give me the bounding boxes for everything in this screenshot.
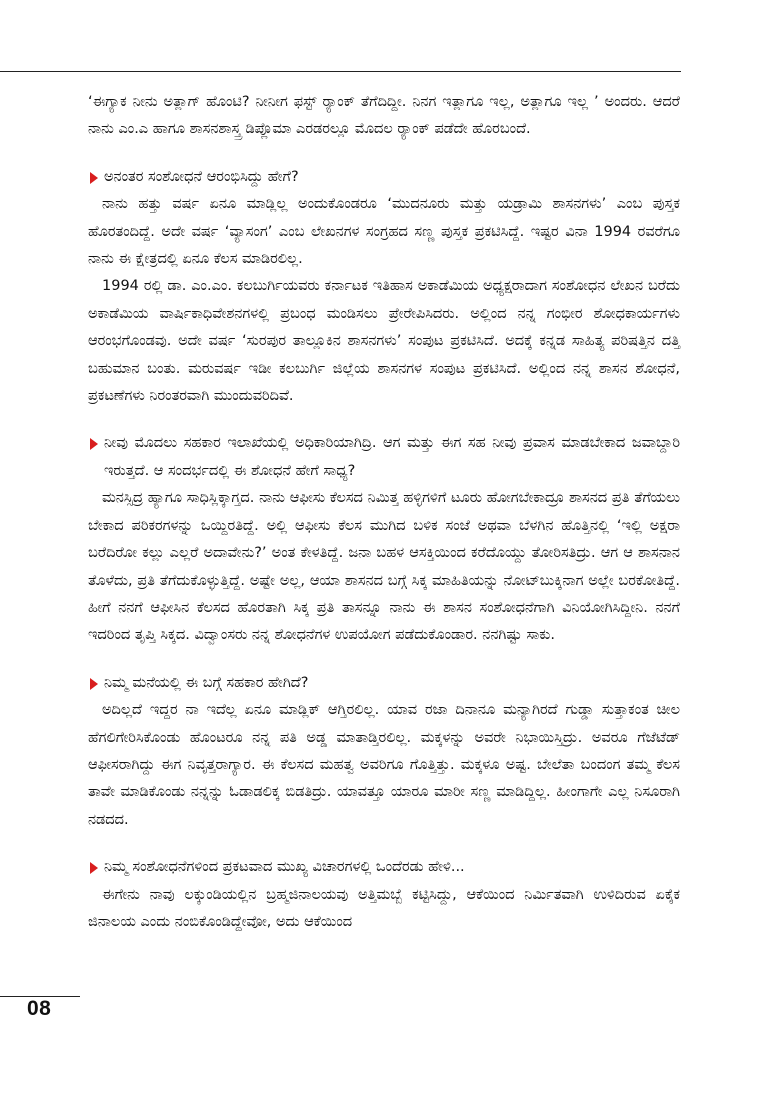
paragraph-3: 1994 ರಲ್ಲಿ ಡಾ. ಎಂ.ಎಂ. ಕಲಬುರ್ಗಿಯವರು ಕರ್ನಾಟಕ ಇತಿಹಾಸ ಅಕಾಡೆಮಿಯ ಅಧ್ಯಕ್ಷರಾದಾಗ ಸಂಶೋಧನ ಲೇಖನ ಬರೆದು ಅಕಾಡೆಮಿಯ ವಾರ್ಷಿಕಾಧಿವೇಶನಗಳಲ್ಲಿ ಪ್ರಬಂಧ ಮಂಡಿಸಲು ಪ್ರೇರೇಪಿಸಿದರು. ಅಲ್ಲಿಂದ ನನ್ನ ಗಂಭೀರ ಶೋಧಕಾರ್ಯಗಳು ಆರಂಭಗೊಂಡವು. ಅದೇ ವರ್ಷ ‘ಸುರಪುರ ತಾಲ್ಲೂಕಿನ ಶಾಸನಗಳು’ ಸಂಪುಟ ಪ್ರಕಟಿಸಿದೆ. ಅದಕ್ಕೆ ಕನ್ನಡ ಸಾಹಿತ್ಯ ಪರಿಷತ್ತಿನ ದತ್ತಿ ಬಹುಮಾನ ಬಂತು. ಮರುವರ್ಷ ಇಡೀ ಕಲಬುರ್ಗಿ ಜಿಲ್ಲೆಯ ಶಾಸನಗಳ ಸಂಪುಟ ಪ್ರಕಟಿಸಿದೆ. ಅಲ್ಲಿಂದ ನನ್ನ ಶಾಸನ ಶೋಧನೆ, ಪ್ರಕಟಣೆಗಳು ನಿರಂತರವಾಗಿ ಮುಂದುವರಿದಿವೆ. bbox=[88, 278, 680, 405]
question-3 bbox=[88, 670, 680, 697]
paragraph-5: ಅದಿಲ್ಲದೆ ಇದ್ದರ ನಾ ಇದೆಲ್ಲ ಏನೂ ಮಾಡ್ಲಿಕ್ ಆಗ್ತಿರಲಿಲ್ಲ. ಯಾವ ರಜಾ ದಿನಾನೂ ಮನ್ಯಾಗಿರದೆ ಗುಡ್ಡಾ ಸುತ್ತಾಕಂತ ಚೀಲ ಹೆಗಲಿಗೇರಿಸಿಕೊಂಡು ಹೊಂಟರೂ ನನ್ನ ಪತಿ ಅಡ್ಡ ಮಾತಾಡ್ತಿರಲಿಲ್ಲ. ಮಕ್ಕಳನ್ನು ಅವರೇ ನಿಭಾಯಿಸ್ತಿದ್ರು. ಅವರೂ ಗೆಜೆಟೆಡ್ ಆಫೀಸರಾಗಿದ್ದು ಈಗ ನಿವೃತ್ತರಾಗ್ಯಾರ. ಈ ಕೆಲಸದ ಮಹತ್ವ ಅವರಿಗೂ ಗೊತ್ತಿತ್ತು. ಮಕ್ಕಳೂ ಅಷ್ಟ. ಬೇಲೆತಾ ಬಂದಂಗ ತಮ್ಮ ಕೆಲಸ ತಾವೇ ಮಾಡಿಕೊಂಡು ನನ್ನನ್ನು ಓಡಾಡಲಿಕ್ಕ ಬಿಡತಿದ್ರು. ಯಾವತ್ತೂ ಯಾರೂ ಮಾರೀ ಸಣ್ಣ ಮಾಡಿದ್ದಿಲ್ಲ. ಹೀಂಗಾಗೇ ಎಲ್ಲ ನಿಸೂರಾಗಿ ನಡದದ. bbox=[88, 702, 680, 828]
question-4 bbox=[88, 854, 680, 881]
paragraph-1: ‘ಈಗ್ಯಾಕ ನೀನು ಅತ್ಲಾಗ್ ಹೊಂಟಿ? ನೀನೀಗ ಫಸ್ಟ್ ರ‍್ಯಾಂಕ್ ತೆಗೆದಿದ್ದೀ. ನಿನಗ ಇತ್ಲಾಗೂ ಇಲ್ಲ, ಅತ್ಲಾಗೂ ಇಲ್ಲ ’ ಅಂದರು. ಆದರೆ ನಾನು ಎಂ.ಎ ಹಾಗೂ ಶಾಸನಶಾಸ್ತ್ರ ಡಿಪ್ಲೊಮಾ ಎರಡರಲ್ಲೂ ಮೊದಲ ರ‍್ಯಾಂಕ್ ಪಡೆದೇ ಹೊರಬಂದೆ. bbox=[88, 94, 680, 138]
question-text: ಅನಂತರ ಸಂಶೋಧನೆ ಆರಂಭಿಸಿದ್ದು ಹೇಗೆ? bbox=[104, 168, 299, 185]
question-text: ನಿಮ್ಮ ಸಂಶೋಧನೆಗಳಿಂದ ಪ್ರಕಟವಾದ ಮುಖ್ಯ ವಿಚಾರಗಳಲ್ಲಿ ಒಂದೆರಡು ಹೇಳಿ... bbox=[104, 859, 465, 876]
red-arrow-icon bbox=[90, 678, 98, 690]
paragraph-4: ಮನಸ್ಸಿದ್ರ ಹ್ಯಾಗೂ ಸಾಧಿಸ್ಲಿಕ್ಕಾಗ್ತದ. ನಾನು ಆಫೀಸು ಕೆಲಸದ ನಿಮಿತ್ತ ಹಳ್ಳಿಗಳಿಗೆ ಟೂರು ಹೋಗಬೇಕಾದ್ರೂ ಶಾಸನದ ಪ್ರತಿ ತೆಗೆಯಲು ಬೇಕಾದ ಪರಿಕರಗಳನ್ನು ಒಯ್ದಿರತಿದ್ದೆ. ಅಲ್ಲಿ ಆಫೀಸು ಕೆಲಸ ಮುಗಿದ ಬಳಿಕ ಸಂಜೆ ಅಥವಾ ಬೆಳಗಿನ ಹೊತ್ತಿನಲ್ಲಿ ‘ಇಲ್ಲಿ ಅಕ್ಷರಾ ಬರೆದಿರೋ ಕಲ್ಲು ಎಲ್ಲರೆ ಅದಾವೇನು?’ ಅಂತ ಕೇಳತಿದ್ದೆ. ಜನಾ ಬಹಳ ಆಸಕ್ತಿಯಿಂದ ಕರೆದೊಯ್ದು ತೋರಿಸತಿದ್ರು. ಆಗ ಆ ಶಾಸನಾನ ತೊಳೆದು, ಪ್ರತಿ ತೆಗೆದುಕೊಳ್ಳುತ್ತಿದ್ದೆ. ಅಷ್ಟೇ ಅಲ್ಲ, ಆಯಾ ಶಾಸನದ ಬಗ್ಗೆ ಸಿಕ್ಕ ಮಾಹಿತಿಯನ್ನು ನೋಟ್‌ಬುಕ್ಕಿನಾಗ ಅಲ್ಲೇ ಬರಕೋತಿದ್ದೆ. ಹೀಗೆ ನನಗೆ ಆಫೀಸಿನ ಕೆಲಸದ ಹೊರತಾಗಿ ಸಿಕ್ಕ ಪ್ರತಿ ತಾಸನ್ನೂ ನಾನು ಈ ಶಾಸನ ಸಂಶೋಧನೆಗಾಗಿ ವಿನಿಯೋಗಿಸಿದ್ದೀನಿ. ನನಗೆ ಇದರಿಂದ ತೃಪ್ತಿ ಸಿಕ್ಕದ. ವಿದ್ವಾಂಸರು ನನ್ನ ಶೋಧನೆಗಳ ಉಪಯೋಗ ಪಡೆದುಕೊಂಡಾರ. ನನಗಿಷ್ಟು ಸಾಕು. bbox=[88, 490, 680, 644]
question-text: ನೀವು ಮೊದಲು ಸಹಕಾರ ಇಲಾಖೆಯಲ್ಲಿ ಅಧಿಕಾರಿಯಾಗಿದ್ರಿ. ಆಗ ಮತ್ತು ಈಗ ಸಹ ನೀವು ಪ್ರವಾಸ ಮಾಡಬೇಕಾದ ಜವಾಬ್ದಾರಿ ಇರುತ್ತದೆ. ಆ ಸಂದರ್ಭದಲ್ಲಿ ಈ ಶೋಧನೆ ಹೇಗೆ ಸಾಧ್ಯ? bbox=[104, 435, 680, 479]
paragraph-6: ಈಗೇನು ನಾವು ಲಕ್ಕುಂಡಿಯಲ್ಲಿನ ಬ್ರಹ್ಮಜಿನಾಲಯವು ಅತ್ತಿಮಬ್ಬೆ ಕಟ್ಟಿಸಿದ್ದು, ಆಕೆಯಿಂದ ನಿರ್ಮಿತವಾಗಿ ಉಳಿದಿರುವ ಏಕೈಕ ಜಿನಾಲಯ ಎಂದು ನಂಬಿಕೊಂಡಿದ್ದೇವೋ, ಅದು ಆಕೆಯಿಂದ bbox=[88, 886, 680, 930]
question-2 bbox=[88, 430, 680, 485]
article-body bbox=[88, 89, 680, 936]
red-arrow-icon bbox=[90, 438, 98, 450]
question-text: ನಿಮ್ಮ ಮನೆಯಲ್ಲಿ ಈ ಬಗ್ಗೆ ಸಹಕಾರ ಹೇಗಿದೆ? bbox=[104, 674, 309, 691]
page-number: 08 bbox=[27, 997, 52, 1020]
red-arrow-icon bbox=[90, 172, 98, 184]
red-arrow-icon bbox=[90, 862, 98, 874]
paragraph-2: ನಾನು ಹತ್ತು ವರ್ಷ ಏನೂ ಮಾಡ್ಲಿಲ್ಲ ಅಂದುಕೊಂಡರೂ ‘ಮುದನೂರು ಮತ್ತು ಯಡ್ರಾಮಿ ಶಾಸನಗಳು’ ಎಂಬ ಪುಸ್ತಕ ಹೊರತಂದಿದ್ದೆ. ಅದೇ ವರ್ಷ ‘ವ್ಯಾಸಂಗ’ ಎಂಬ ಲೇಖನಗಳ ಸಂಗ್ರಹದ ಸಣ್ಣ ಪುಸ್ತಕ ಪ್ರಕಟಿಸಿದ್ದೆ. ಇಷ್ಟರ ವಿನಾ 1994 ರವರೆಗೂ ನಾನು ಈ ಕ್ಷೇತ್ರದಲ್ಲಿ ಏನೂ ಕೆಲಸ ಮಾಡಿರಲಿಲ್ಲ. bbox=[88, 196, 680, 268]
question-1 bbox=[88, 164, 680, 191]
header-rule bbox=[0, 71, 681, 72]
